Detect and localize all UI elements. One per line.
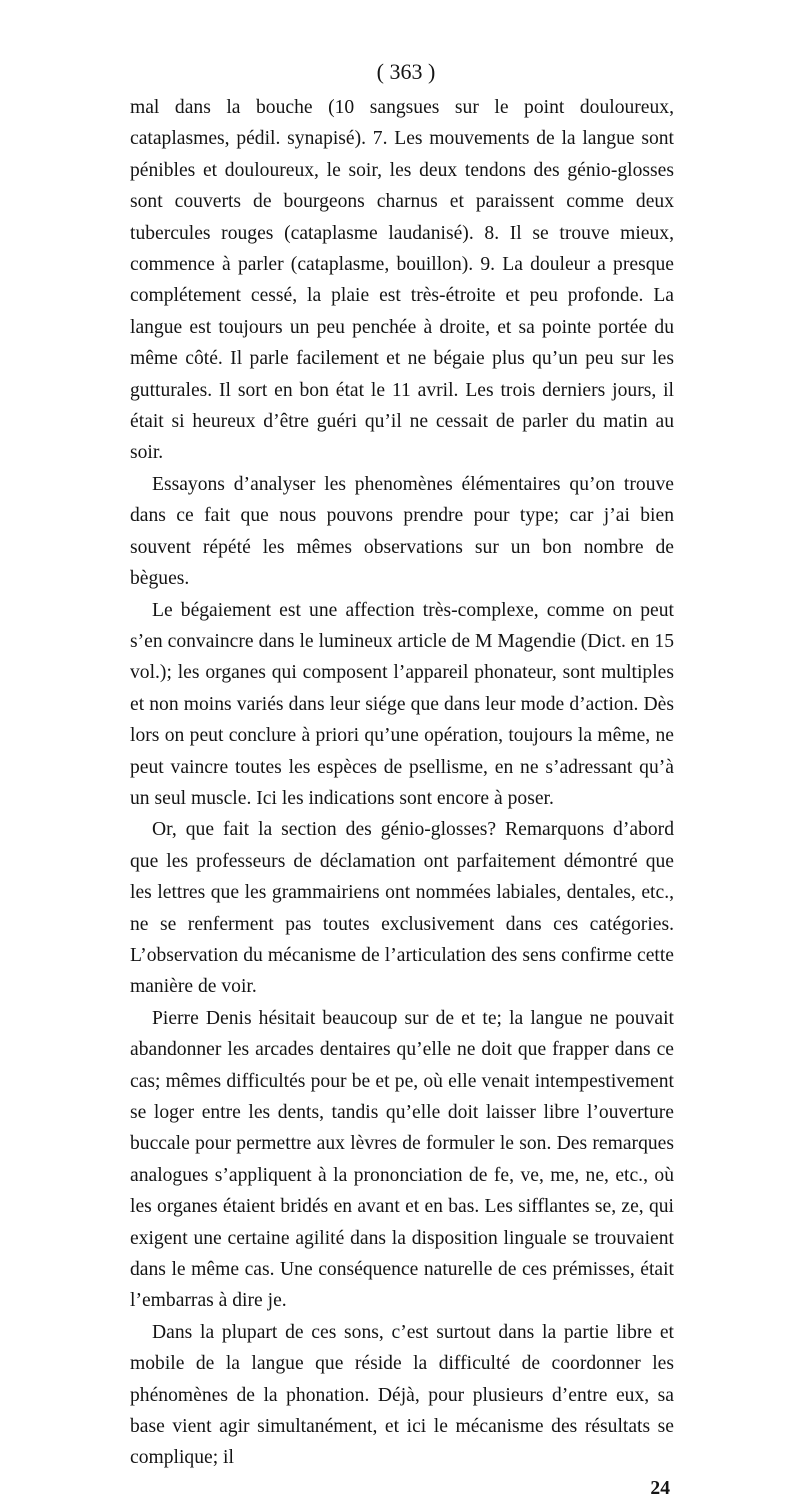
signature-mark: 24 [650, 1477, 670, 1499]
body-text [130, 92, 674, 1474]
paragraph-pierre-denis: Pierre Denis hésitait beaucoup sur de et te; la langue ne pouvait abandonner les arcades dentaires qu’elle ne doit que frapper dans ce cas; mêmes difficultés pour be et pe, où elle venait intempestivement se loger entre les dents, tandis qu’elle doit laisser libre l’ouverture buccale pour permettre aux lèvres de formuler le son. Des remarques analogues s’appliquent à la prononciation de fe, ve, me, ne, etc., où les organes étaient bridés en avant et en bas. Les sifflantes se, ze, qui exigent une certaine agilité dans la disposition linguale se trouvaient dans le même cas. Une conséquence naturelle de ces prémisses, était l’embarras à dire je. [130, 1007, 674, 1312]
page-number: ( 363 ) [376, 59, 436, 84]
paragraph-free-part-of-tongue: Dans la plupart de ces sons, c’est surtout dans la partie libre et mobile de la langue que réside la difficulté de coordonner les phénomènes de la phonation. Déjà, pour plusieurs d’entre eux, sa base vient agir simultanément, et ici le mécanisme des résultats se complique; il [130, 1321, 674, 1469]
book-page [130, 56, 674, 1504]
paragraph-case-continuation: mal dans la bouche (10 sangsues sur le point douloureux, cataplasmes, pédil. synapisé). 7. Les mouvements de la langue sont pénibles et douloureux, le soir, les deux tendons des génio-glosses sont couverts de bourgeons charnus et paraissent comme deux tubercules rouges (cataplasme laudanisé). 8. Il se trouve mieux, commence à parler (cataplasme, bouillon). 9. La douleur a presque complétement cessé, la plaie est très-étroite et peu profonde. La langue est toujours un peu penchée à droite, et sa pointe portée du même côté. Il parle facilement et ne bégaie plus qu’un peu sur les gutturales. Il sort en bon état le 11 avril. Les trois derniers jours, il était si heureux d’être guéri qu’il ne cessait de parler du matin au soir. [130, 97, 674, 464]
paragraph-complex-affection: Le bégaiement est une affection très-complexe, comme on peut s’en convaincre dans le lumineux article de M Magendie (Dict. en 15 vol.); les organes qui composent l’appareil phonateur, sont multiples et non moins variés dans leur siége que dans leur mode d’action. Dès lors on peut conclure à priori qu’une opération, toujours la même, ne peut vaincre toutes les espèces de psellisme, en ne s’adressant qu’à un seul muscle. Ici les indications sont encore à poser. [130, 599, 674, 809]
paragraph-analysis-intro: Essayons d’analyser les phenomènes élémentaires qu’on trouve dans ce fait que nous pouvons prendre pour type; car j’ai bien souvent répété les mêmes observations sur un bon nombre de bègues. [130, 473, 674, 590]
paragraph-genio-glossus-section: Or, que fait la section des génio-glosses? Remarquons d’abord que les professeurs de déclamation ont parfaitement démontré que les lettres que les grammairiens ont nommées labiales, dentales, etc., ne se renferment pas toutes exclusivement dans ces catégories. L’observation du mécanisme de l’articulation des sens confirme cette manière de voir. [130, 819, 674, 998]
